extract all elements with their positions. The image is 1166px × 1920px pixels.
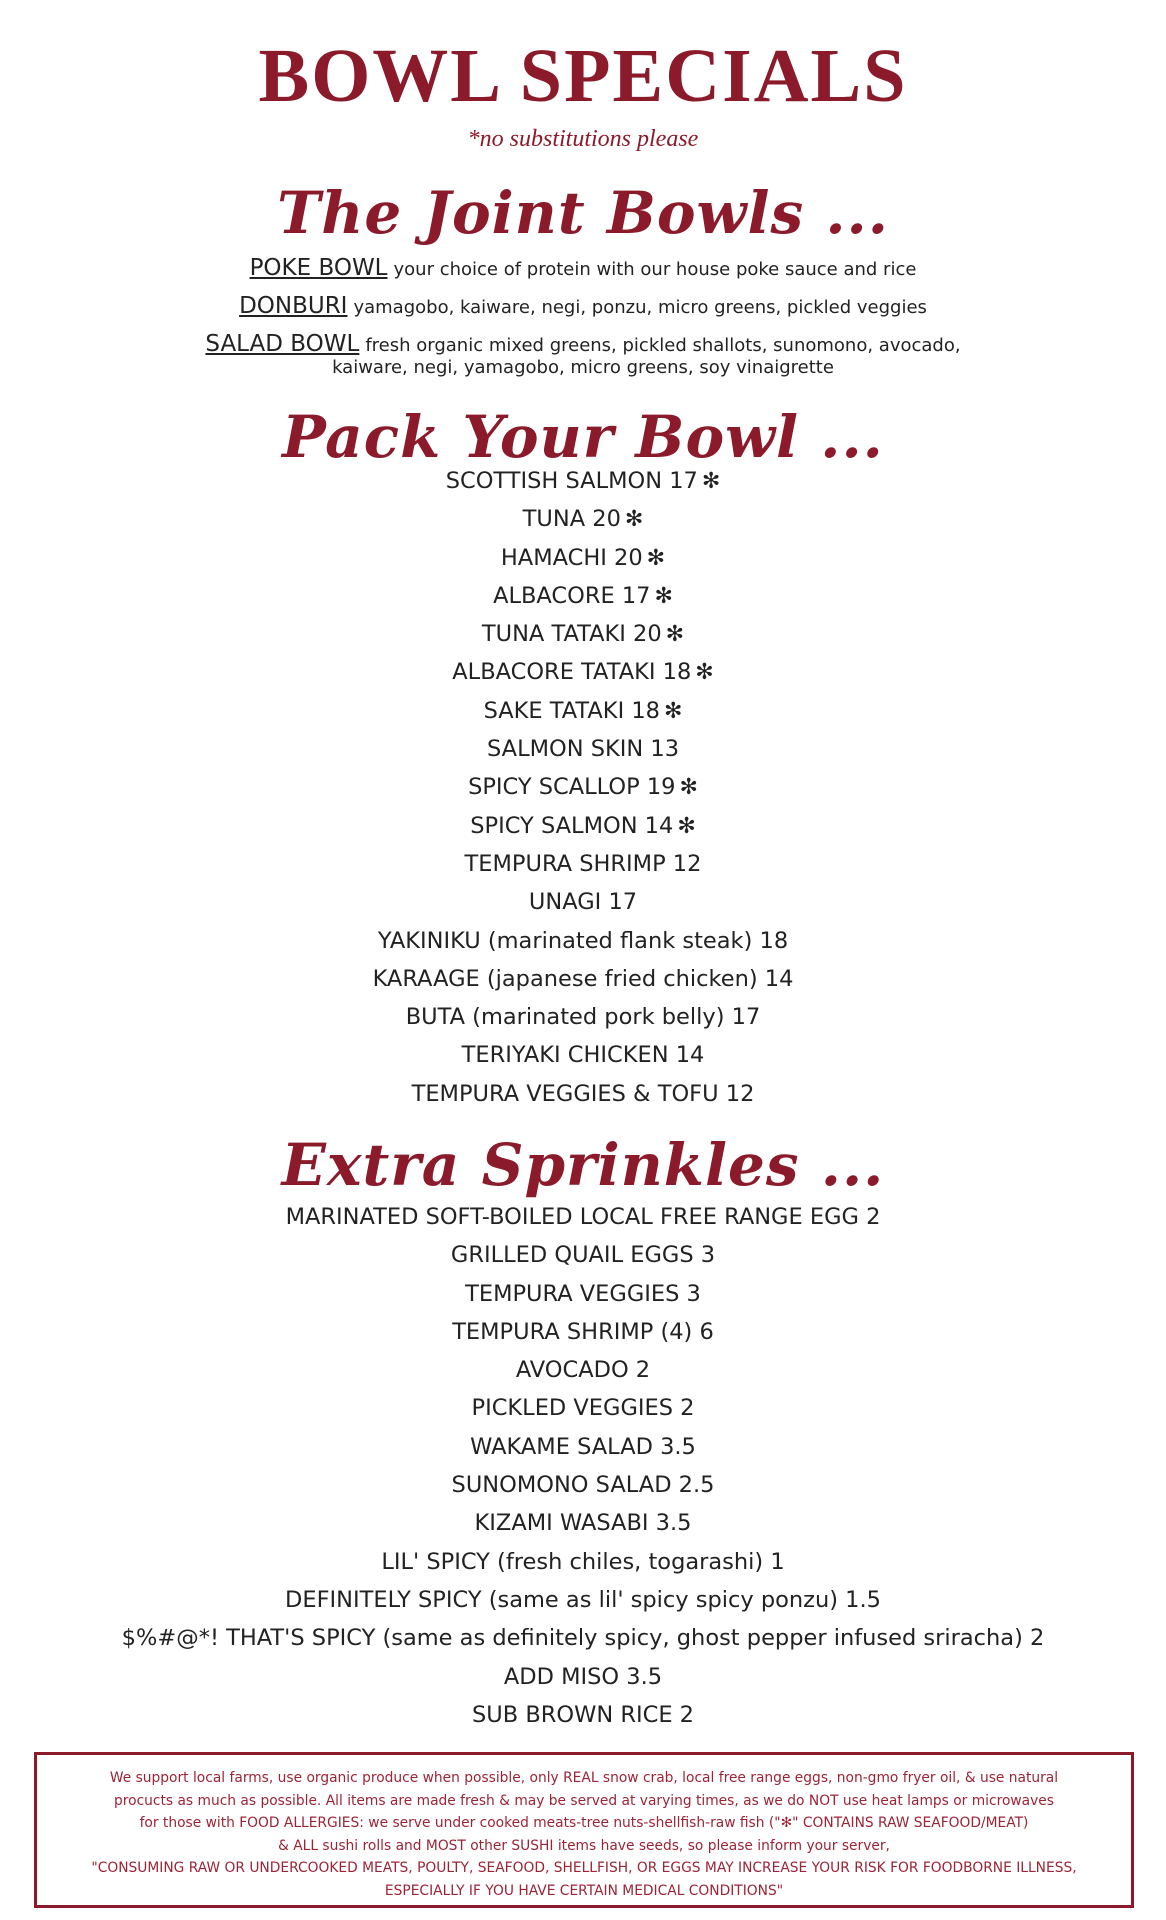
pack-item-text: TEMPURA SHRIMP 12	[464, 850, 702, 877]
pack-item	[0, 1036, 1166, 1074]
pack-item	[0, 615, 1166, 653]
extra-item: ADD MISO 3.5	[503, 1663, 663, 1690]
pack-item	[0, 730, 1166, 768]
extra-item: TEMPURA VEGGIES 3	[465, 1280, 701, 1307]
pack-item-text: UNAGI 17	[528, 889, 638, 916]
extra-item: $%#@*! THAT'S SPICY (same as definitely spicy, ghost pepper infused sriracha) 2	[121, 1625, 1045, 1652]
pack-item-text: TERIYAKI CHICKEN 14	[461, 1042, 705, 1069]
pack-item-text: ALBACORE 17	[493, 582, 651, 609]
pack-item-text: TUNA 20	[522, 506, 621, 533]
poke-bowl-desc: your choice of protein with our house poke sauce and rice	[393, 259, 917, 280]
poke-bowl-line	[0, 256, 1166, 282]
pack-item-text: TEMPURA VEGGIES & TOFU 12	[411, 1080, 755, 1107]
allergy-notice	[34, 1752, 1134, 1908]
notice-line: "CONSUMING RAW OR UNDERCOOKED MEATS, POULTY, SEAFOOD, SHELLFISH, OR EGGS MAY INCREASE YOUR RISK FOR FOODBORNE ILLNESS,	[91, 1860, 1077, 1876]
extra-item: SUNOMONO SALAD 2.5	[451, 1472, 715, 1499]
pack-item	[0, 845, 1166, 883]
pack-item	[0, 462, 1166, 500]
pack-item	[0, 500, 1166, 538]
raw-star-icon: ✻	[677, 813, 696, 839]
extra-item: WAKAME SALAD 3.5	[470, 1433, 696, 1460]
salad-bowl-desc: fresh organic mixed greens, pickled shallots, sunomono, avocado,	[365, 335, 961, 356]
raw-star-icon: ✻	[701, 469, 721, 494]
pack-item	[0, 807, 1166, 845]
pack-your-bowl-heading: Pack Your Bowl ...	[282, 403, 884, 471]
pack-item-text: ALBACORE TATAKI 18	[452, 659, 692, 686]
pack-item-text: TUNA TATAKI 20	[481, 621, 662, 648]
poke-bowl-name: POKE BOWL	[249, 255, 388, 281]
extra-item: DEFINITELY SPICY (same as lil' spicy spicy ponzu) 1.5	[285, 1586, 881, 1613]
pack-item-text: YAKINIKU (marinated flank steak) 18	[377, 927, 789, 954]
notice-line: for those with FOOD ALLERGIES: we serve under cooked meats-tree nuts-shellfish-raw fish ("✻" CONTAINS RAW SEAFOOD/MEAT)	[139, 1815, 1029, 1831]
extra-sprinkles-heading: Extra Sprinkles ...	[281, 1131, 885, 1199]
donburi-line	[0, 294, 1166, 320]
raw-star-icon: ✻	[624, 507, 644, 533]
joint-bowls-heading: The Joint Bowls ...	[277, 179, 889, 247]
pack-item-text: KARAAGE (japanese fried chicken) 14	[372, 965, 794, 992]
pack-item-text: SALMON SKIN 13	[486, 736, 680, 763]
extra-item: PICKLED VEGGIES 2	[471, 1395, 695, 1422]
notice-line: & ALL sushi rolls and MOST other SUSHI items have seeds, so please inform your server,	[278, 1837, 890, 1854]
raw-star-icon: ✻	[665, 622, 685, 648]
page-subtitle: *no substitutions please	[467, 126, 699, 152]
extra-item: GRILLED QUAIL EGGS 3	[450, 1242, 716, 1269]
pack-item-text: SCOTTISH SALMON 17	[445, 468, 698, 494]
extra-item: SUB BROWN RICE 2	[471, 1701, 694, 1728]
pack-your-bowl-list	[0, 462, 1166, 1113]
donburi-name: DONBURI	[239, 293, 348, 319]
raw-star-icon: ✻	[663, 698, 683, 724]
pack-item	[0, 577, 1166, 615]
pack-item	[0, 998, 1166, 1036]
pack-item	[0, 539, 1166, 577]
pack-item	[0, 960, 1166, 998]
pack-item	[0, 653, 1166, 691]
notice-line: procucts as much as possible. All items are made fresh & may be served at varying times, as we do NOT use heat lamps or microwaves	[114, 1792, 1054, 1809]
raw-star-icon: ✻	[654, 583, 673, 609]
extra-item: LIL' SPICY (fresh chiles, togarashi) 1	[381, 1548, 785, 1575]
pack-item-text: SPICY SCALLOP 19	[468, 774, 676, 801]
pack-item	[0, 768, 1166, 806]
raw-star-icon: ✻	[646, 545, 666, 571]
extra-item: AVOCADO 2	[515, 1357, 651, 1384]
pack-item	[0, 883, 1166, 921]
pack-item-text: HAMACHI 20	[500, 544, 643, 571]
notice-line: We support local farms, use organic produce when possible, only REAL snow crab, local free range eggs, non-gmo fryer oil, & use natural	[109, 1770, 1059, 1786]
raw-star-icon: ✻	[679, 775, 698, 801]
pack-item	[0, 1075, 1166, 1113]
page-title: BOWL SPECIALS	[258, 34, 908, 118]
pack-item	[0, 692, 1166, 730]
salad-bowl-line	[0, 332, 1166, 358]
extra-sprinkles-list	[0, 1198, 1166, 1734]
salad-bowl-name: SALAD BOWL	[205, 331, 360, 357]
extra-item: KIZAMI WASABI 3.5	[474, 1510, 692, 1537]
pack-item-text: SPICY SALMON 14	[470, 812, 674, 839]
raw-star-icon: ✻	[695, 660, 714, 686]
extra-item: MARINATED SOFT-BOILED LOCAL FREE RANGE EGG 2	[285, 1204, 881, 1230]
pack-item	[0, 922, 1166, 960]
salad-bowl-desc-line2: kaiware, negi, yamagobo, micro greens, soy vinaigrette	[332, 357, 834, 378]
pack-item-text: SAKE TATAKI 18	[483, 697, 660, 724]
pack-item-text: BUTA (marinated pork belly) 17	[405, 1004, 761, 1031]
extra-item: TEMPURA SHRIMP (4) 6	[452, 1318, 714, 1345]
donburi-desc: yamagobo, kaiware, negi, ponzu, micro greens, pickled veggies	[353, 297, 927, 318]
notice-line: ESPECIALLY IF YOU HAVE CERTAIN MEDICAL CONDITIONS"	[384, 1882, 784, 1899]
